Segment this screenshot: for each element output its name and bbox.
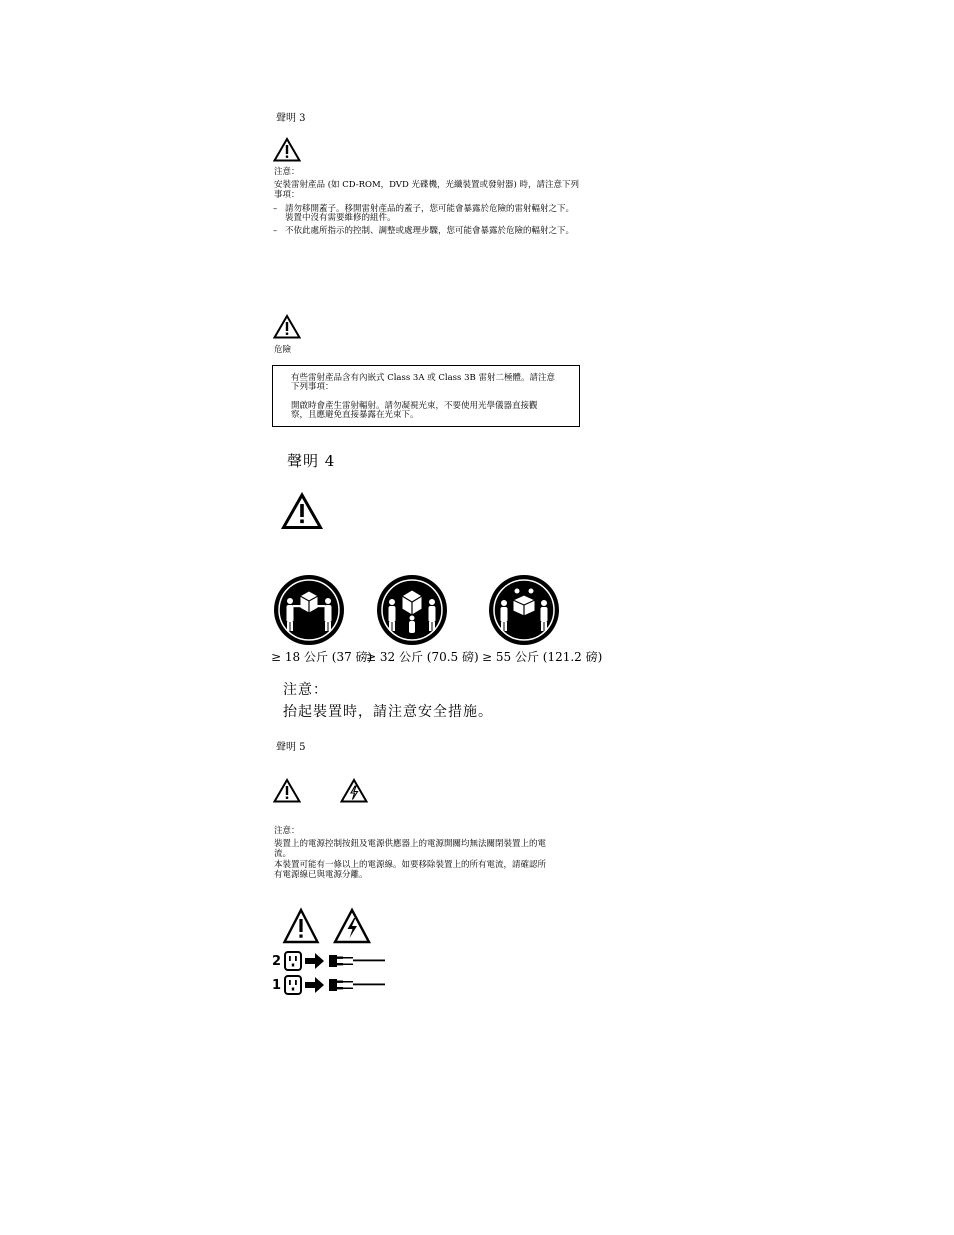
weight-label-55kg: ≥ 55 公斤 (121.2 磅) (482, 650, 603, 664)
statement5-caution-label: 注意： (274, 826, 300, 836)
caution-warning-icon (273, 778, 301, 803)
statement3-intro-line2: 事項： (274, 190, 300, 200)
danger-line4: 察，且應避免直接暴露在光束下。 (291, 410, 419, 420)
danger-line3: 開啟時會產生雷射輻射。請勿凝視光束，不要使用光學儀器直接觀 (291, 401, 538, 411)
statement4-title: 聲明 4 (287, 452, 336, 470)
bullet-marker: – (273, 226, 278, 236)
danger-label: 危險 (274, 345, 292, 355)
statement3-bullet1-line2: 裝置中沒有需要維修的組件。 (285, 213, 396, 223)
statement5-line2: 流。 (274, 849, 292, 859)
statement3-bullet2-line1: 不依此處所指示的控制、調整或處理步驟，您可能會暴露於危險的輻射之下。 (285, 226, 575, 236)
two-person-lift-icon (273, 574, 345, 646)
cord-label-1: 1 (272, 978, 282, 993)
three-person-lift-icon (376, 574, 448, 646)
danger-line1: 有些雷射產品含有內嵌式 Class 3A 或 Class 3B 雷射二極體。請注意 (291, 373, 555, 383)
statement4-caution-text: 抬起裝置時，請注意安全措施。 (283, 704, 493, 720)
statement3-title: 聲明 3 (276, 113, 306, 124)
electrical-hazard-icon (340, 778, 368, 803)
cord-label-2: 2 (272, 954, 282, 969)
four-person-lift-icon (488, 574, 560, 646)
danger-box (272, 365, 580, 427)
statement3-caution-label: 注意： (274, 167, 300, 177)
statement4-caution-label: 注意： (283, 682, 328, 698)
statement5-line4: 有電源線已與電源分離。 (274, 870, 368, 880)
statement5-line3: 本裝置可能有一條以上的電源線。如要移除裝置上的所有電流，請確認所 (274, 860, 547, 870)
caution-warning-icon-medium (282, 907, 320, 945)
bullet-marker: – (273, 204, 278, 214)
weight-label-18kg: ≥ 18 公斤 (37 磅) (271, 650, 373, 664)
weight-label-32kg: ≥ 32 公斤 (70.5 磅) (366, 650, 479, 664)
caution-warning-icon-large (281, 492, 323, 530)
caution-warning-icon (273, 137, 301, 162)
statement5-line1: 裝置上的電源控制按鈕及電源供應器上的電源開關均無法關閉裝置上的電 (274, 839, 547, 849)
statement5-title: 聲明 5 (276, 742, 306, 753)
danger-line2: 下列事項： (291, 382, 334, 392)
danger-warning-icon (273, 314, 301, 339)
power-outlet-unplug-icon (284, 951, 388, 973)
electrical-hazard-icon-medium (332, 907, 372, 945)
power-outlet-unplug-icon (284, 975, 388, 997)
statement3-intro-line1: 安裝雷射產品 (如 CD-ROM，DVD 光碟機，光纖裝置或發射器) 時，請注意下列 (274, 180, 579, 190)
statement3-bullet1-line1: 請勿移開蓋子。移開雷射產品的蓋子，您可能會暴露於危險的雷射輻射之下。 (285, 204, 575, 214)
